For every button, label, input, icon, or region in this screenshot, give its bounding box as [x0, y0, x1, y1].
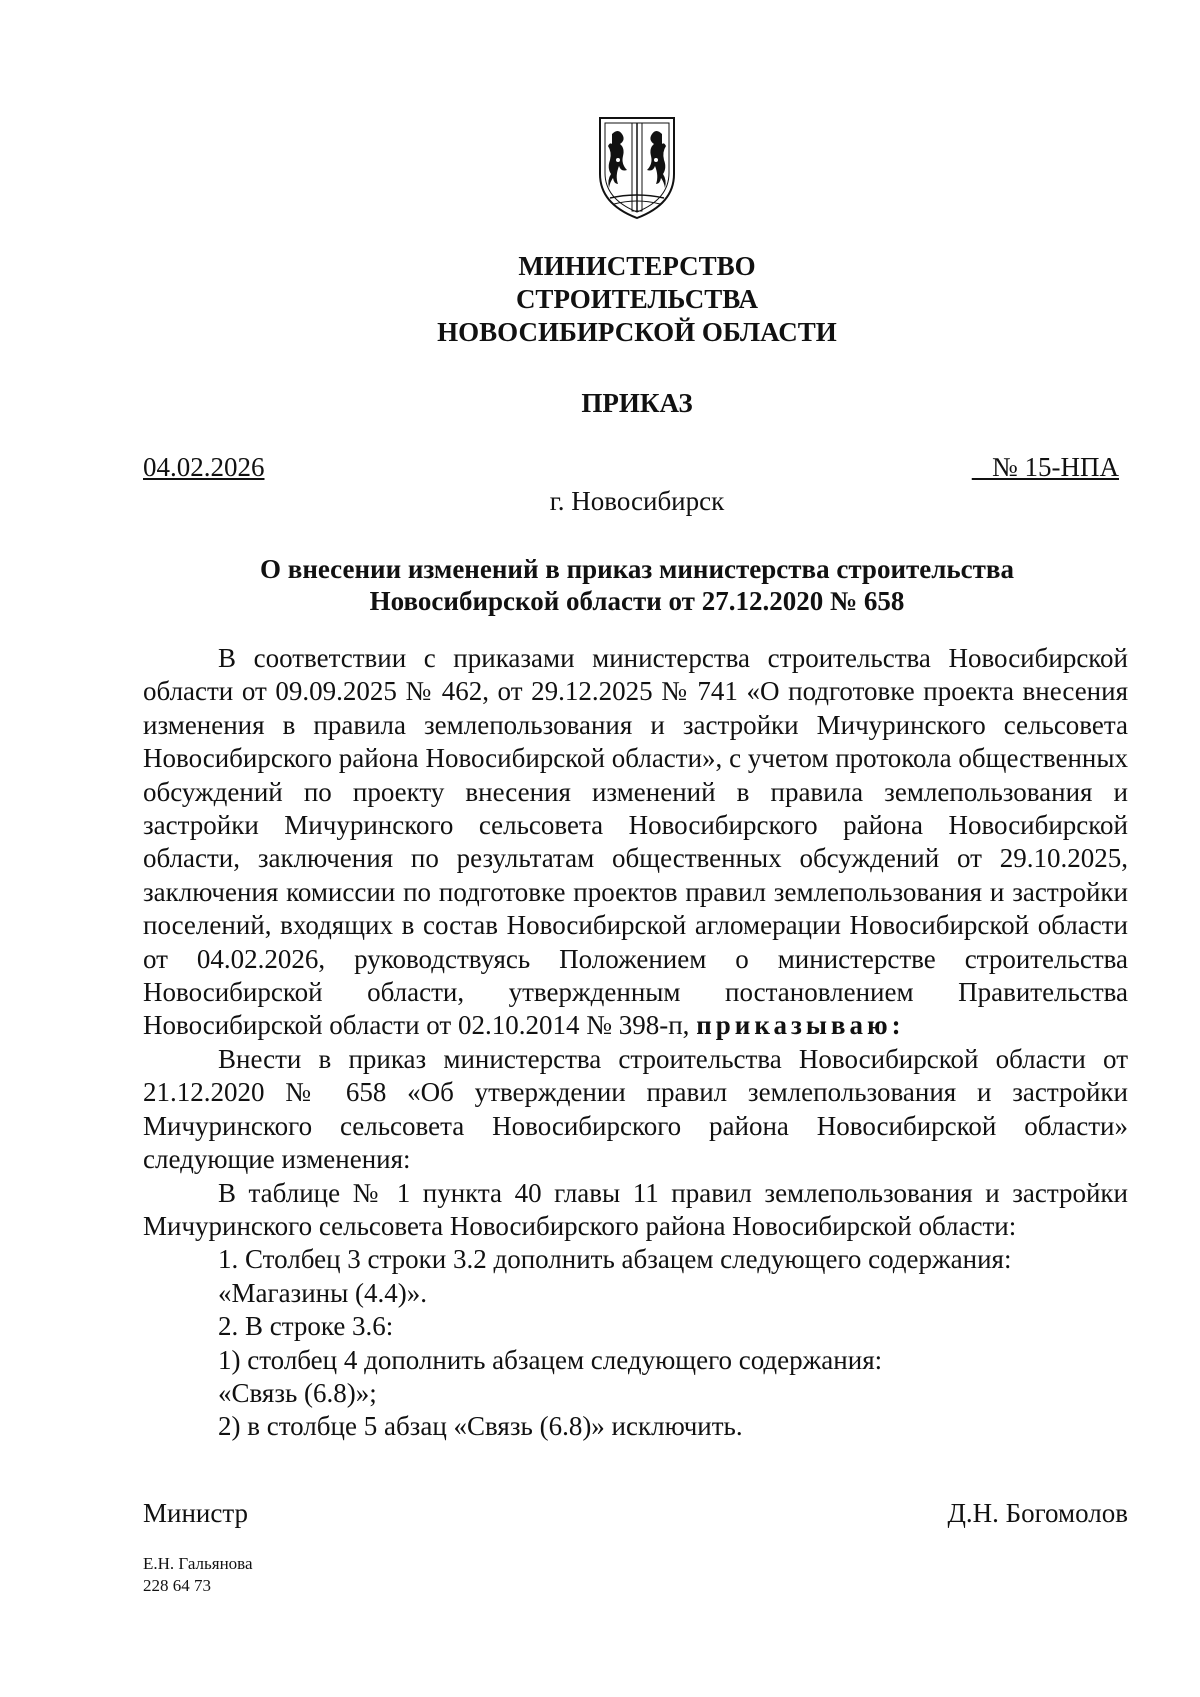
signatory-title: Министр — [143, 1498, 248, 1528]
change-item-2: 2. В строке 3.6: — [218, 1311, 394, 1342]
change-item-2-2: 2) в столбце 5 абзац «Связь (6.8)» исключить. — [218, 1411, 743, 1442]
table-reference-paragraph: В таблице № 1 пункта 40 главы 11 правил землепользования и застройки Мичуринского сельсовета Новосибирского района Новосибирской области: — [143, 1177, 1128, 1241]
subject-line-1: О внесении изменений в приказ министерства строительства — [259, 554, 1015, 584]
preamble-paragraph — [143, 642, 1128, 1043]
preamble-text: В соответствии с приказами министерства строительства Новосибирской области от 09.09.2025 № 462, от 29.12.2025 № 741 «О подготовке проекта внесения изменения в правила землепользования и застройки Мичуринского сельсовета Новосибирского района Новосибирской области», с учетом протокола общественных обсуждений по проекту внесения изменений в правила землепользования и застройки Мичуринского сельсовета Новосибирского района Новосибирской области, заключения по результатам общественных обсуждений от 29.10.2025, заключения комиссии по подготовке проектов правил землепользования и застройки поселений, входящих в состав Новосибирской агломерации Новосибирской области от 04.02.2026, руководствуясь Положением о министерстве строительства Новосибирской области, утвержденным постановлением Правительства Новосибирской области от 02.10.2014 № 398-п, — [143, 643, 1128, 1041]
executor-phone: 228 64 73 — [143, 1576, 211, 1595]
order-command: приказываю: — [696, 1010, 905, 1041]
order-city: г. Новосибирск — [549, 486, 725, 516]
order-body — [143, 642, 1128, 1444]
ministry-name — [0, 250, 1200, 349]
document-type: ПРИКАЗ — [581, 388, 693, 418]
ministry-line-3: НОВОСИБИРСКОЙ ОБЛАСТИ — [437, 317, 837, 347]
order-date: 04.02.2026 — [143, 452, 265, 482]
order-number: № 15-НПА — [971, 452, 1119, 482]
ministry-line-2: СТРОИТЕЛЬСТВА — [515, 284, 759, 314]
change-item-1-quote: «Магазины (4.4)». — [218, 1277, 427, 1308]
amendment-paragraph: Внести в приказ министерства строительства Новосибирской области от 21.12.2020 № 658 «Об утверждении правил землепользования и застройки Мичуринского сельсовета Новосибирского района Новосибирской области» следующие изменения: — [143, 1043, 1128, 1175]
executor-block — [143, 1553, 253, 1597]
change-item-1: 1. Столбец 3 строки 3.2 дополнить абзацем следующего содержания: — [218, 1244, 1012, 1275]
ministry-line-1: МИНИСТЕРСТВО — [518, 251, 756, 281]
signatory-name: Д.Н. Богомолов — [947, 1498, 1128, 1528]
subject-line-2: Новосибирской области от 27.12.2020 № 658 — [369, 586, 905, 616]
change-item-2-1-quote: «Связь (6.8)»; — [218, 1377, 377, 1408]
coat-of-arms-icon — [592, 112, 682, 222]
change-item-2-1: 1) столбец 4 дополнить абзацем следующего содержания: — [218, 1344, 883, 1375]
order-subject — [0, 553, 1200, 617]
executor-name: Е.Н. Гальянова — [143, 1554, 253, 1573]
